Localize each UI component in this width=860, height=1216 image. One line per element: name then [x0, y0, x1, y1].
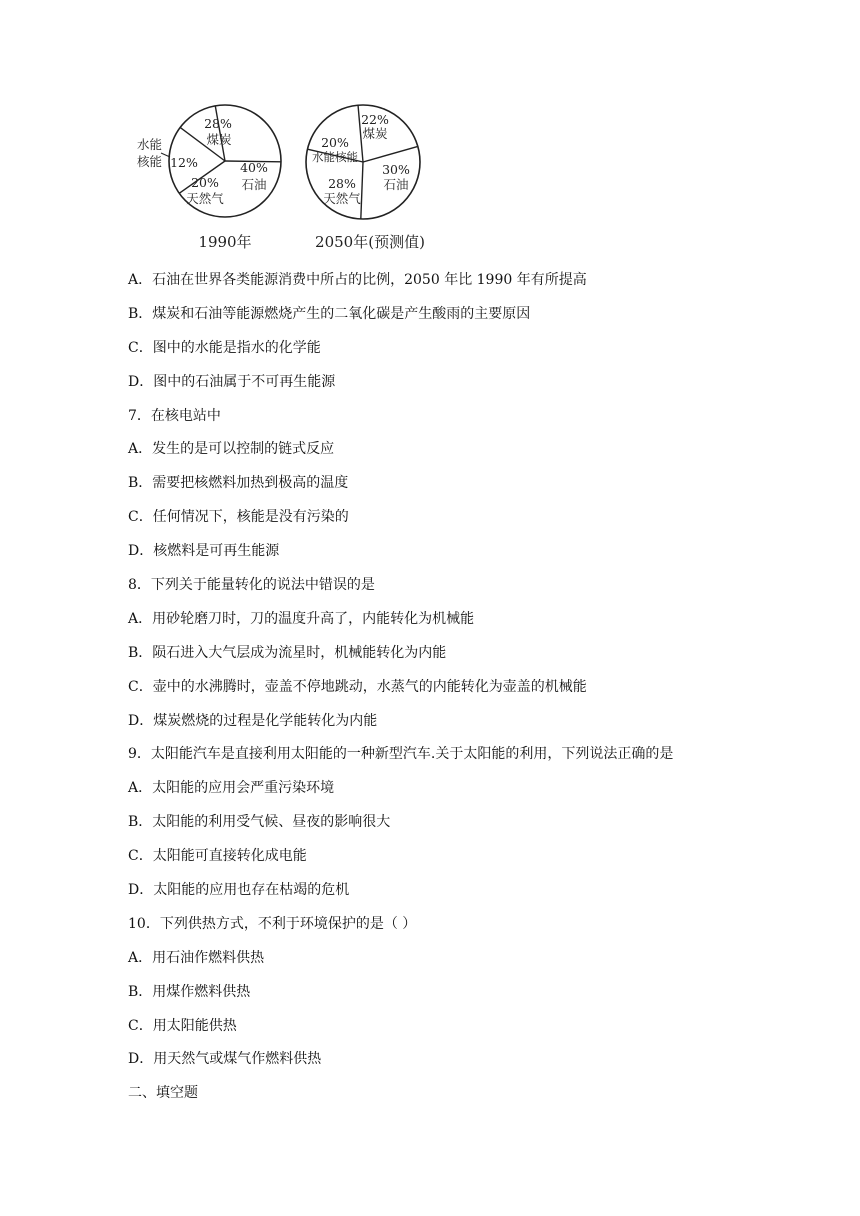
option-10a: A．用石油作燃料供热	[128, 949, 265, 966]
slice-divider-1	[363, 146, 418, 162]
option-8d: D．煤炭燃烧的过程是化学能转化为内能	[128, 712, 378, 729]
option-10b: B．用煤作燃料供热	[128, 983, 251, 1000]
option-6b: B．煤炭和石油等能源燃烧产生的二氧化碳是产生酸雨的主要原因	[128, 305, 531, 322]
slice-pct-hydro-nuclear: 12%	[170, 155, 198, 170]
slice-name-hydro: 水能	[137, 137, 163, 152]
slice-name-oil: 石油	[383, 177, 409, 192]
slice-name-oil: 石油	[241, 177, 267, 192]
pie-chart-2050	[306, 105, 425, 251]
question-10-stem: 10．下列供热方式，不利于环境保护的是（ ）	[128, 915, 417, 932]
question-text-block	[128, 264, 828, 1111]
option-8a: A．用砂轮磨刀时，刀的温度升高了，内能转化为机械能	[128, 610, 475, 627]
energy-pie-charts-figure	[128, 100, 438, 260]
option-10c: C．用太阳能供热	[128, 1017, 237, 1034]
pie-chart-1990	[137, 105, 281, 251]
option-10d: D．用天然气或煤气作燃料供热	[128, 1051, 322, 1068]
slice-name-coal: 煤炭	[362, 126, 388, 141]
option-7c: C．任何情况下，核能是没有污染的	[128, 509, 349, 526]
option-9d: D．太阳能的应用也存在枯竭的危机	[128, 882, 350, 899]
slice-name-coal: 煤炭	[206, 132, 232, 147]
slice-divider-2	[361, 162, 363, 219]
slice-pct-oil: 30%	[382, 162, 410, 177]
option-6d: D．图中的石油属于不可再生能源	[128, 373, 336, 390]
option-7d: D．核燃料是可再生能源	[128, 543, 280, 560]
option-9c: C．太阳能可直接转化成电能	[128, 848, 307, 865]
chart-caption-2050: 2050年(预测值)	[315, 233, 425, 251]
slice-name-nuclear: 核能	[137, 154, 163, 169]
option-7a: A．发生的是可以控制的链式反应	[128, 441, 335, 458]
slice-name-gas: 天然气	[186, 191, 224, 206]
option-7b: B．需要把核燃料加热到极高的温度	[128, 475, 349, 492]
question-9-stem: 9．太阳能汽车是直接利用太阳能的一种新型汽车.关于太阳能的利用，下列说法正确的是	[128, 746, 674, 763]
slice-name-hydro-nuclear: 水能核能	[312, 150, 358, 164]
slice-name-gas: 天然气	[323, 191, 361, 206]
option-6c: C．图中的水能是指水的化学能	[128, 339, 321, 356]
slice-pct-oil: 40%	[240, 160, 268, 175]
section-heading-fill-in: 二、填空题	[128, 1085, 198, 1102]
pie-charts-svg	[128, 100, 438, 260]
option-9b: B．太阳能的利用受气候、昼夜的影响很大	[128, 814, 391, 831]
slice-pct-hydro-nuclear: 20%	[321, 135, 349, 150]
option-6a: A．石油在世界各类能源消费中所占的比例，2050 年比 1990 年有所提高	[128, 272, 587, 288]
option-8b: B．陨石进入大气层成为流星时，机械能转化为内能	[128, 644, 447, 661]
option-9a: A．太阳能的应用会严重污染环境	[128, 780, 335, 797]
slice-pct-coal: 28%	[204, 116, 232, 131]
slice-pct-gas: 28%	[328, 176, 356, 191]
question-7-stem: 7．在核电站中	[128, 407, 221, 424]
chart-caption-1990: 1990年	[198, 233, 252, 251]
slice-pct-gas: 20%	[191, 175, 219, 190]
option-8c: C．壶中的水沸腾时，壶盖不停地跳动，水蒸气的内能转化为壶盖的机械能	[128, 678, 587, 695]
slice-pct-coal: 22%	[361, 112, 389, 127]
question-8-stem: 8．下列关于能量转化的说法中错误的是	[128, 577, 375, 594]
